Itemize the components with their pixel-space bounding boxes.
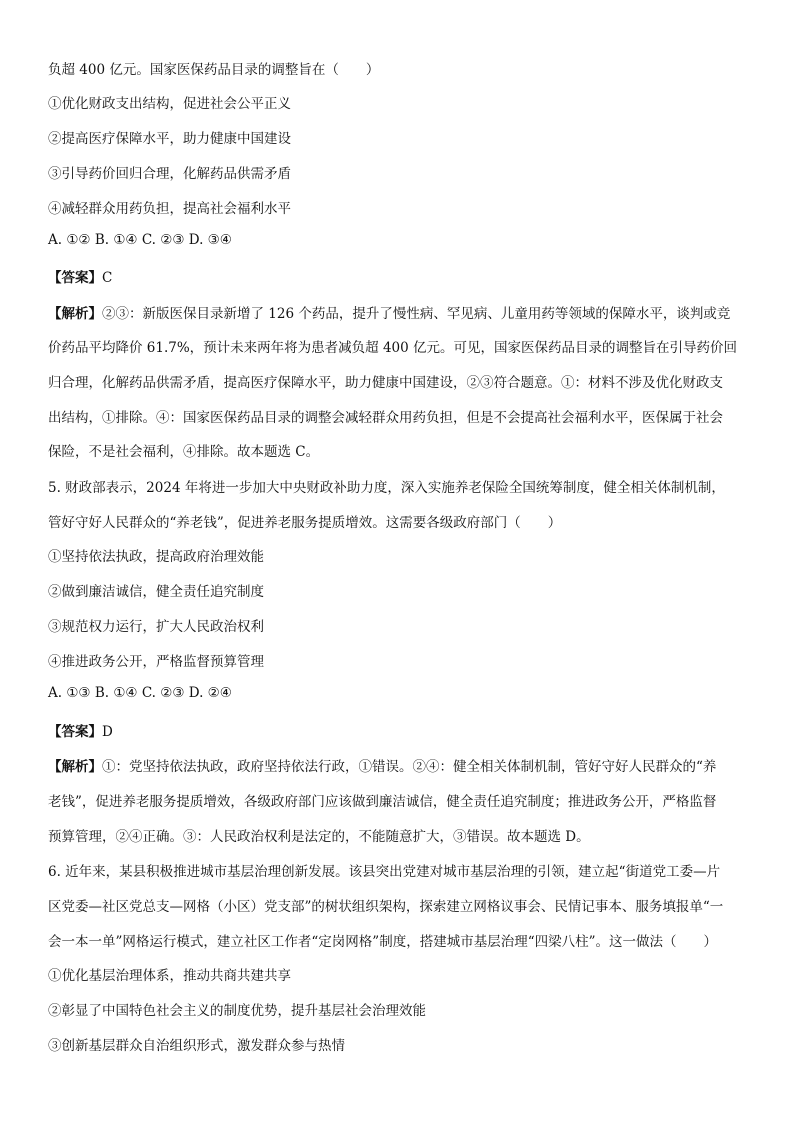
q5-option-2: ②做到廉洁诚信，健全责任追究制度 xyxy=(48,584,264,600)
q5-option-4: ④推进政务公开，严格监督预算管理 xyxy=(48,654,264,670)
q5-choices: A. ①③ B. ①④ C. ②③ D. ②④ xyxy=(48,685,232,701)
q6-stem-line: 会一本一单”网格运行模式，建立社区工作者“定岗网格”制度，搭建城市基层治理“四梁八柱”。这一做法（ ） xyxy=(48,934,718,950)
q4-answer: 【答案】C xyxy=(48,270,113,286)
q6-option-2: ②彰显了中国特色社会主义的制度优势，提升基层社会治理效能 xyxy=(48,1003,426,1019)
q4-analysis-line: 【解析】②③：新版医保目录新增了 126 个药品，提升了慢性病、罕见病、儿童用药等领域的保障水平，谈判或竞 xyxy=(48,306,731,322)
section-marker: 【答案】 xyxy=(48,724,102,740)
q4-analysis-line: 保险，不是社会福利，④排除。故本题选 C。 xyxy=(48,444,320,460)
section-marker: 【解析】 xyxy=(48,306,102,322)
section-marker: 【答案】 xyxy=(48,270,102,286)
q4-option-1: ①优化财政支出结构，促进社会公平正义 xyxy=(48,96,291,112)
q6-stem-line: 6. 近年来，某县积极推进城市基层治理创新发展。该县突出党建对城市基层治理的引领，建立起“街道党工委—片 xyxy=(48,864,721,880)
q4-option-3: ③引导药价回归合理，化解药品供需矛盾 xyxy=(48,166,291,182)
q5-stem-line: 管好守好人民群众的“养老钱”，促进养老服务提质增效。这需要各级政府部门（ ） xyxy=(48,515,562,531)
q5-option-3: ③规范权力运行，扩大人民政治权利 xyxy=(48,619,264,635)
q4-analysis-line: 价药品平均降价 61.7%，预计未来两年将为患者减负超 400 亿元。可见，国家医保药品目录的调整旨在引导药价回 xyxy=(48,340,738,356)
q6-option-3: ③创新基层群众自治组织形式，激发群众参与热情 xyxy=(48,1038,345,1054)
q4-option-2: ②提高医疗保障水平，助力健康中国建设 xyxy=(48,131,291,147)
q5-answer: 【答案】D xyxy=(48,724,113,740)
q5-stem-line: 5. 财政部表示，2024 年将进一步加大中央财政补助力度，深入实施养老保险全国统筹制度，健全相关体制机制， xyxy=(48,480,725,496)
q4-analysis-line: 出结构，①排除。④：国家医保药品目录的调整会减轻群众用药负担，但是不会提高社会福利水平，医保属于社会 xyxy=(48,410,723,426)
q5-option-1: ①坚持依法执政，提高政府治理效能 xyxy=(48,549,264,565)
q4-option-4: ④减轻群众用药负担，提高社会福利水平 xyxy=(48,201,291,217)
q4-choices: A. ①② B. ①④ C. ②③ D. ③④ xyxy=(48,232,232,248)
q4-stem-tail: 负超 400 亿元。国家医保药品目录的调整旨在（ ） xyxy=(48,62,380,78)
q6-stem-line: 区党委—社区党总支—网格（小区）党支部”的树状组织架构，探索建立网格议事会、民情记事本、服务填报单“一 xyxy=(48,899,724,915)
q5-analysis-line: 老钱”，促进养老服务提质增效，各级政府部门应该做到廉洁诚信，健全责任追究制度；推进政务公开，严格监督 xyxy=(48,794,717,810)
section-marker: 【解析】 xyxy=(48,759,102,775)
q6-option-1: ①优化基层治理体系，推动共商共建共享 xyxy=(48,968,291,984)
q5-analysis-line: 预算管理，②④正确。③：人民政治权利是法定的，不能随意扩大，③错误。故本题选 D。 xyxy=(48,829,590,845)
q5-analysis-line: 【解析】①：党坚持依法执政，政府坚持依法行政，①错误。②④：健全相关体制机制，管好守好人民群众的“养 xyxy=(48,759,717,775)
q4-analysis-line: 归合理，化解药品供需矛盾，提高医疗保障水平，助力健康中国建设，②③符合题意。①：材料不涉及优化财政支 xyxy=(48,375,723,391)
